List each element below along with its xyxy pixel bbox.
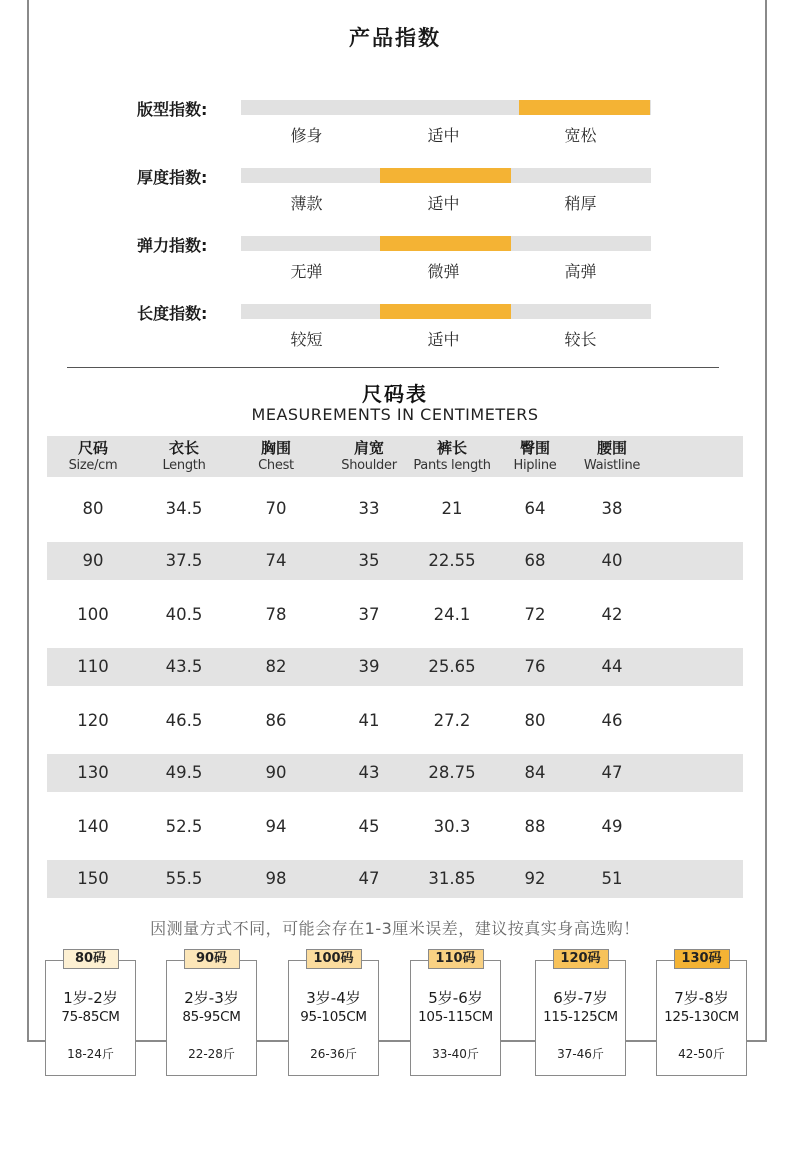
table-cell: 80 bbox=[524, 711, 546, 730]
table-cell: 100 bbox=[77, 605, 109, 624]
size-chart-title: 尺码表 bbox=[362, 382, 428, 406]
table-cell: 94 bbox=[265, 817, 287, 836]
size-card bbox=[410, 951, 501, 1076]
index-label: 版型指数: bbox=[137, 100, 208, 119]
column-header-en: Chest bbox=[258, 458, 294, 473]
column-header-cn: 裤长 bbox=[436, 439, 467, 457]
table-row bbox=[47, 648, 743, 686]
weight-range: 18-24斤 bbox=[67, 1047, 114, 1061]
size-badge: 90码 bbox=[184, 949, 240, 969]
size-badge: 110码 bbox=[428, 949, 484, 969]
height-range: 125-130CM bbox=[664, 1009, 739, 1025]
table-cell: 34.5 bbox=[165, 499, 203, 518]
index-option: 微弹 bbox=[427, 262, 460, 281]
age-range: 2岁-3岁 bbox=[184, 989, 239, 1007]
index-option: 高弹 bbox=[564, 262, 597, 281]
table-cell: 72 bbox=[524, 605, 546, 624]
index-row bbox=[0, 165, 790, 225]
index-label: 厚度指数: bbox=[137, 168, 208, 187]
table-cell: 41 bbox=[358, 711, 380, 730]
age-range: 5岁-6岁 bbox=[428, 989, 483, 1007]
weight-range: 33-40斤 bbox=[432, 1047, 479, 1061]
table-cell: 27.2 bbox=[433, 711, 471, 730]
table-row bbox=[47, 808, 743, 846]
table-cell: 30.3 bbox=[433, 817, 471, 836]
table-cell: 40 bbox=[601, 551, 623, 570]
size-card bbox=[656, 951, 747, 1076]
table-cell: 24.1 bbox=[433, 605, 471, 624]
table-cell: 49 bbox=[601, 817, 623, 836]
index-row bbox=[0, 301, 790, 361]
column-header-en: Shoulder bbox=[341, 458, 397, 473]
height-range: 115-125CM bbox=[543, 1009, 618, 1025]
index-option: 较长 bbox=[564, 330, 597, 349]
table-cell: 39 bbox=[358, 657, 380, 676]
index-bar bbox=[241, 168, 651, 183]
table-cell: 33 bbox=[358, 499, 380, 518]
table-cell: 140 bbox=[77, 817, 109, 836]
column-header-en: Size/cm bbox=[68, 458, 118, 473]
height-range: 105-115CM bbox=[418, 1009, 493, 1025]
column-header-en: Pants length bbox=[413, 458, 491, 473]
table-cell: 90 bbox=[265, 763, 287, 782]
age-range: 3岁-4岁 bbox=[306, 989, 361, 1007]
table-cell: 76 bbox=[524, 657, 546, 676]
size-card bbox=[45, 951, 136, 1076]
table-cell: 130 bbox=[77, 763, 109, 782]
table-cell: 68 bbox=[524, 551, 546, 570]
size-chart-subtitle: MEASUREMENTS IN CENTIMETERS bbox=[251, 405, 539, 424]
index-highlight bbox=[380, 236, 511, 251]
table-cell: 120 bbox=[77, 711, 109, 730]
column-header-cn: 臀围 bbox=[519, 439, 550, 457]
table-cell: 82 bbox=[265, 657, 287, 676]
size-table-header bbox=[47, 436, 743, 477]
table-cell: 80 bbox=[82, 499, 104, 518]
index-option: 无弹 bbox=[290, 262, 323, 281]
index-highlight bbox=[380, 304, 511, 319]
column-header-cn: 衣长 bbox=[168, 439, 199, 457]
weight-range: 22-28斤 bbox=[188, 1047, 235, 1061]
index-bar bbox=[241, 100, 651, 115]
table-row bbox=[47, 490, 743, 528]
index-option: 适中 bbox=[427, 126, 460, 145]
weight-range: 37-46斤 bbox=[557, 1047, 604, 1061]
table-row bbox=[47, 860, 743, 898]
table-cell: 22.55 bbox=[428, 551, 476, 570]
table-cell: 28.75 bbox=[428, 763, 476, 782]
table-row bbox=[47, 754, 743, 792]
table-cell: 43.5 bbox=[165, 657, 203, 676]
index-option: 适中 bbox=[427, 194, 460, 213]
column-header-en: Waistline bbox=[583, 458, 641, 473]
index-highlight bbox=[519, 100, 650, 115]
table-cell: 37.5 bbox=[165, 551, 203, 570]
table-cell: 37 bbox=[358, 605, 380, 624]
table-cell: 47 bbox=[358, 869, 380, 888]
index-option: 较短 bbox=[290, 330, 323, 349]
column-header-en: Hipline bbox=[513, 458, 557, 473]
index-option: 薄款 bbox=[290, 194, 323, 213]
table-cell: 98 bbox=[265, 869, 287, 888]
table-cell: 40.5 bbox=[165, 605, 203, 624]
column-header-cn: 胸围 bbox=[260, 439, 291, 457]
size-badge: 100码 bbox=[306, 949, 362, 969]
table-cell: 42 bbox=[601, 605, 623, 624]
table-cell: 31.85 bbox=[428, 869, 476, 888]
index-highlight bbox=[380, 168, 511, 183]
section-divider bbox=[67, 367, 719, 368]
table-cell: 46 bbox=[601, 711, 623, 730]
table-cell: 21 bbox=[441, 499, 463, 518]
index-row bbox=[0, 97, 790, 157]
column-header bbox=[43, 439, 143, 474]
index-option: 修身 bbox=[290, 126, 323, 145]
size-badge: 120码 bbox=[553, 949, 609, 969]
table-cell: 45 bbox=[358, 817, 380, 836]
table-row bbox=[47, 596, 743, 634]
product-index-title: 产品指数 bbox=[349, 26, 441, 50]
index-option: 宽松 bbox=[564, 126, 597, 145]
table-cell: 92 bbox=[524, 869, 546, 888]
index-option: 稍厚 bbox=[564, 194, 597, 213]
table-cell: 38 bbox=[601, 499, 623, 518]
column-header-cn: 尺码 bbox=[77, 439, 108, 457]
table-cell: 88 bbox=[524, 817, 546, 836]
measurement-note: 因测量方式不同，可能会存在1-3厘米误差，建议按真实身高选购！ bbox=[150, 919, 640, 938]
column-header bbox=[562, 439, 662, 474]
table-cell: 46.5 bbox=[165, 711, 203, 730]
age-range: 6岁-7岁 bbox=[553, 989, 608, 1007]
age-range: 1岁-2岁 bbox=[63, 989, 118, 1007]
weight-range: 26-36斤 bbox=[310, 1047, 357, 1061]
table-cell: 25.65 bbox=[428, 657, 476, 676]
table-cell: 86 bbox=[265, 711, 287, 730]
column-header-cn: 肩宽 bbox=[353, 439, 384, 457]
table-cell: 52.5 bbox=[165, 817, 203, 836]
size-card bbox=[535, 951, 626, 1076]
index-bar bbox=[241, 236, 651, 251]
index-option: 适中 bbox=[427, 330, 460, 349]
table-cell: 43 bbox=[358, 763, 380, 782]
table-cell: 51 bbox=[601, 869, 623, 888]
weight-range: 42-50斤 bbox=[678, 1047, 725, 1061]
size-card bbox=[166, 951, 257, 1076]
table-row bbox=[47, 702, 743, 740]
table-cell: 49.5 bbox=[165, 763, 203, 782]
index-bar bbox=[241, 304, 651, 319]
table-cell: 55.5 bbox=[165, 869, 203, 888]
column-header bbox=[134, 439, 234, 474]
column-header-en: Length bbox=[162, 458, 206, 473]
table-cell: 110 bbox=[77, 657, 109, 676]
column-header bbox=[226, 439, 326, 474]
table-cell: 74 bbox=[265, 551, 287, 570]
height-range: 85-95CM bbox=[182, 1009, 241, 1025]
size-badge: 130码 bbox=[674, 949, 730, 969]
table-cell: 44 bbox=[601, 657, 623, 676]
table-row bbox=[47, 542, 743, 580]
index-row bbox=[0, 233, 790, 293]
table-cell: 64 bbox=[524, 499, 546, 518]
height-range: 75-85CM bbox=[61, 1009, 120, 1025]
age-range: 7岁-8岁 bbox=[674, 989, 729, 1007]
height-range: 95-105CM bbox=[300, 1009, 367, 1025]
table-cell: 70 bbox=[265, 499, 287, 518]
index-label: 长度指数: bbox=[137, 304, 208, 323]
table-cell: 47 bbox=[601, 763, 623, 782]
column-header-cn: 腰围 bbox=[596, 439, 627, 457]
size-badge: 80码 bbox=[63, 949, 119, 969]
table-cell: 78 bbox=[265, 605, 287, 624]
table-cell: 150 bbox=[77, 869, 109, 888]
size-card bbox=[288, 951, 379, 1076]
index-label: 弹力指数: bbox=[137, 236, 208, 255]
table-cell: 90 bbox=[82, 551, 104, 570]
table-cell: 35 bbox=[358, 551, 380, 570]
table-cell: 84 bbox=[524, 763, 546, 782]
